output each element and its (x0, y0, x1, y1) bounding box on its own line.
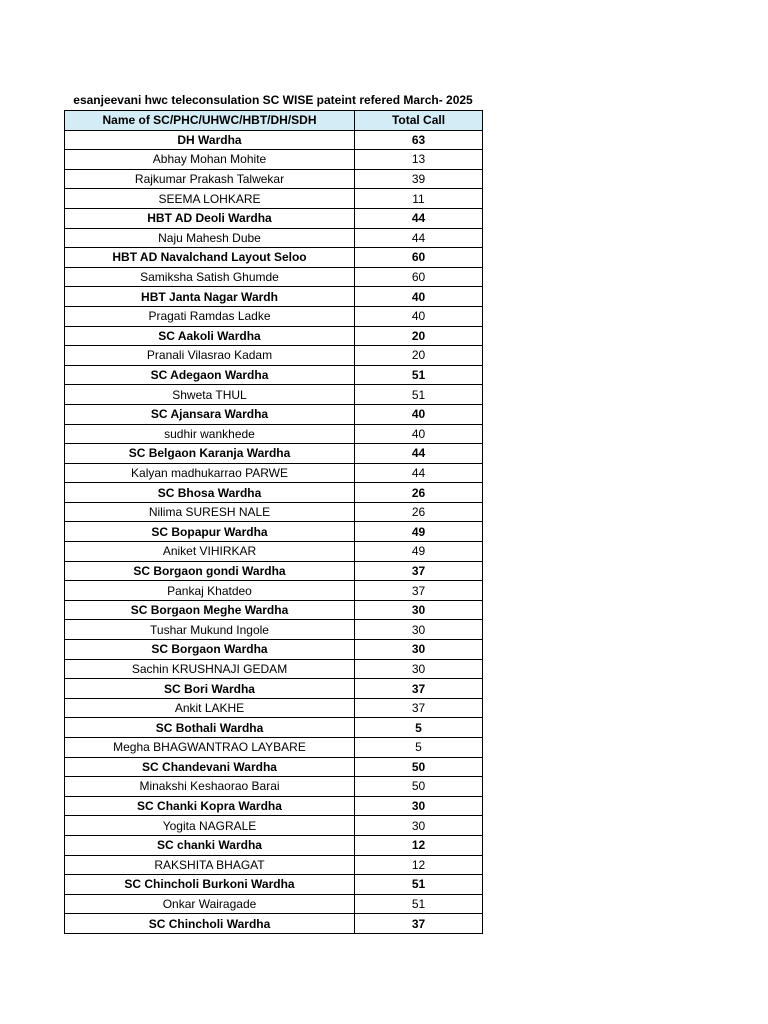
table-row-staff (65, 169, 483, 189)
name-cell: HBT Janta Nagar Wardh (65, 287, 355, 307)
total-call-cell: 50 (355, 777, 483, 797)
table-row-staff (65, 267, 483, 287)
total-call-cell: 44 (355, 208, 483, 228)
total-call-cell: 40 (355, 287, 483, 307)
total-call-cell: 11 (355, 189, 483, 209)
table-row-staff (65, 816, 483, 836)
table-header-row (65, 111, 483, 131)
total-call-cell: 26 (355, 502, 483, 522)
total-call-cell: 12 (355, 855, 483, 875)
name-cell: Onkar Wairagade (65, 894, 355, 914)
table-row-staff (65, 894, 483, 914)
name-cell: SEEMA LOHKARE (65, 189, 355, 209)
name-cell: Tushar Mukund Ingole (65, 620, 355, 640)
total-call-cell: 40 (355, 306, 483, 326)
total-call-cell: 37 (355, 561, 483, 581)
name-cell: Naju Mahesh Dube (65, 228, 355, 248)
total-call-cell: 39 (355, 169, 483, 189)
table-row-facility (65, 835, 483, 855)
name-cell: Sachin KRUSHNAJI GEDAM (65, 659, 355, 679)
total-call-cell: 30 (355, 620, 483, 640)
name-cell: SC Bori Wardha (65, 679, 355, 699)
name-cell: SC Chandevani Wardha (65, 757, 355, 777)
total-call-cell: 30 (355, 659, 483, 679)
table-row-staff (65, 424, 483, 444)
total-call-cell: 63 (355, 130, 483, 150)
total-call-cell: 13 (355, 150, 483, 170)
total-call-cell: 30 (355, 796, 483, 816)
table-row-facility (65, 914, 483, 934)
table-row-staff (65, 150, 483, 170)
total-call-cell: 44 (355, 463, 483, 483)
name-cell: SC Belgaon Karanja Wardha (65, 444, 355, 464)
table-row-facility (65, 208, 483, 228)
column-header-total-call: Total Call (355, 111, 483, 131)
name-cell: SC Bhosa Wardha (65, 483, 355, 503)
name-cell: SC Chincholi Wardha (65, 914, 355, 934)
table-row-staff (65, 738, 483, 758)
name-cell: Minakshi Keshaorao Barai (65, 777, 355, 797)
total-call-cell: 51 (355, 894, 483, 914)
report-title: esanjeevani hwc teleconsulation SC WISE pateint refered March- 2025 (73, 93, 473, 107)
total-call-cell: 44 (355, 444, 483, 464)
table-row-staff (65, 659, 483, 679)
table-row-staff (65, 620, 483, 640)
name-cell: SC Borgaon Wardha (65, 640, 355, 660)
name-cell: sudhir wankhede (65, 424, 355, 444)
name-cell: SC Chanki Kopra Wardha (65, 796, 355, 816)
name-cell: SC Borgaon Meghe Wardha (65, 600, 355, 620)
table-row-facility (65, 640, 483, 660)
table-row-facility (65, 757, 483, 777)
table-body (65, 130, 483, 933)
name-cell: Nilima SURESH NALE (65, 502, 355, 522)
total-call-cell: 49 (355, 522, 483, 542)
table-row-facility (65, 287, 483, 307)
name-cell: Samiksha Satish Ghumde (65, 267, 355, 287)
table-row-staff (65, 385, 483, 405)
table-row-staff (65, 777, 483, 797)
table-row-staff (65, 581, 483, 601)
table-row-staff (65, 502, 483, 522)
name-cell: HBT AD Navalchand Layout Seloo (65, 248, 355, 268)
table-row-facility (65, 679, 483, 699)
name-cell: Kalyan madhukarrao PARWE (65, 463, 355, 483)
name-cell: SC Bothali Wardha (65, 718, 355, 738)
name-cell: Pranali Vilasrao Kadam (65, 346, 355, 366)
name-cell: DH Wardha (65, 130, 355, 150)
total-call-cell: 5 (355, 738, 483, 758)
total-call-cell: 30 (355, 640, 483, 660)
table-row-facility (65, 365, 483, 385)
name-cell: SC Aakoli Wardha (65, 326, 355, 346)
referral-table (64, 110, 483, 934)
total-call-cell: 44 (355, 228, 483, 248)
table-row-facility (65, 561, 483, 581)
total-call-cell: 50 (355, 757, 483, 777)
total-call-cell: 12 (355, 835, 483, 855)
table-row-facility (65, 600, 483, 620)
name-cell: SC chanki Wardha (65, 835, 355, 855)
table-row-facility (65, 404, 483, 424)
name-cell: SC Borgaon gondi Wardha (65, 561, 355, 581)
total-call-cell: 30 (355, 816, 483, 836)
table-row-staff (65, 855, 483, 875)
name-cell: RAKSHITA BHAGAT (65, 855, 355, 875)
total-call-cell: 60 (355, 267, 483, 287)
total-call-cell: 20 (355, 346, 483, 366)
table-row-staff (65, 346, 483, 366)
name-cell: HBT AD Deoli Wardha (65, 208, 355, 228)
name-cell: Pankaj Khatdeo (65, 581, 355, 601)
name-cell: Ankit LAKHE (65, 698, 355, 718)
total-call-cell: 40 (355, 424, 483, 444)
name-cell: SC Bopapur Wardha (65, 522, 355, 542)
name-cell: Yogita NAGRALE (65, 816, 355, 836)
name-cell: Abhay Mohan Mohite (65, 150, 355, 170)
total-call-cell: 49 (355, 542, 483, 562)
table-row-staff (65, 463, 483, 483)
name-cell: Pragati Ramdas Ladke (65, 306, 355, 326)
total-call-cell: 30 (355, 600, 483, 620)
name-cell: Rajkumar Prakash Talwekar (65, 169, 355, 189)
table-row-facility (65, 248, 483, 268)
total-call-cell: 51 (355, 875, 483, 895)
total-call-cell: 37 (355, 679, 483, 699)
total-call-cell: 20 (355, 326, 483, 346)
table-row-facility (65, 875, 483, 895)
total-call-cell: 51 (355, 365, 483, 385)
total-call-cell: 60 (355, 248, 483, 268)
table-row-facility (65, 130, 483, 150)
total-call-cell: 5 (355, 718, 483, 738)
total-call-cell: 26 (355, 483, 483, 503)
table-row-facility (65, 718, 483, 738)
name-cell: SC Ajansara Wardha (65, 404, 355, 424)
total-call-cell: 37 (355, 581, 483, 601)
name-cell: Megha BHAGWANTRAO LAYBARE (65, 738, 355, 758)
table-row-facility (65, 522, 483, 542)
table-row-staff (65, 306, 483, 326)
column-header-name: Name of SC/PHC/UHWC/HBT/DH/SDH (65, 111, 355, 131)
table-row-facility (65, 796, 483, 816)
name-cell: SC Chincholi Burkoni Wardha (65, 875, 355, 895)
name-cell: Shweta THUL (65, 385, 355, 405)
table-row-staff (65, 542, 483, 562)
table-row-staff (65, 698, 483, 718)
table-row-facility (65, 444, 483, 464)
table-row-staff (65, 228, 483, 248)
total-call-cell: 37 (355, 914, 483, 934)
name-cell: SC Adegaon Wardha (65, 365, 355, 385)
name-cell: Aniket VIHIRKAR (65, 542, 355, 562)
total-call-cell: 40 (355, 404, 483, 424)
total-call-cell: 51 (355, 385, 483, 405)
table-row-staff (65, 189, 483, 209)
total-call-cell: 37 (355, 698, 483, 718)
table-row-facility (65, 483, 483, 503)
table-row-facility (65, 326, 483, 346)
